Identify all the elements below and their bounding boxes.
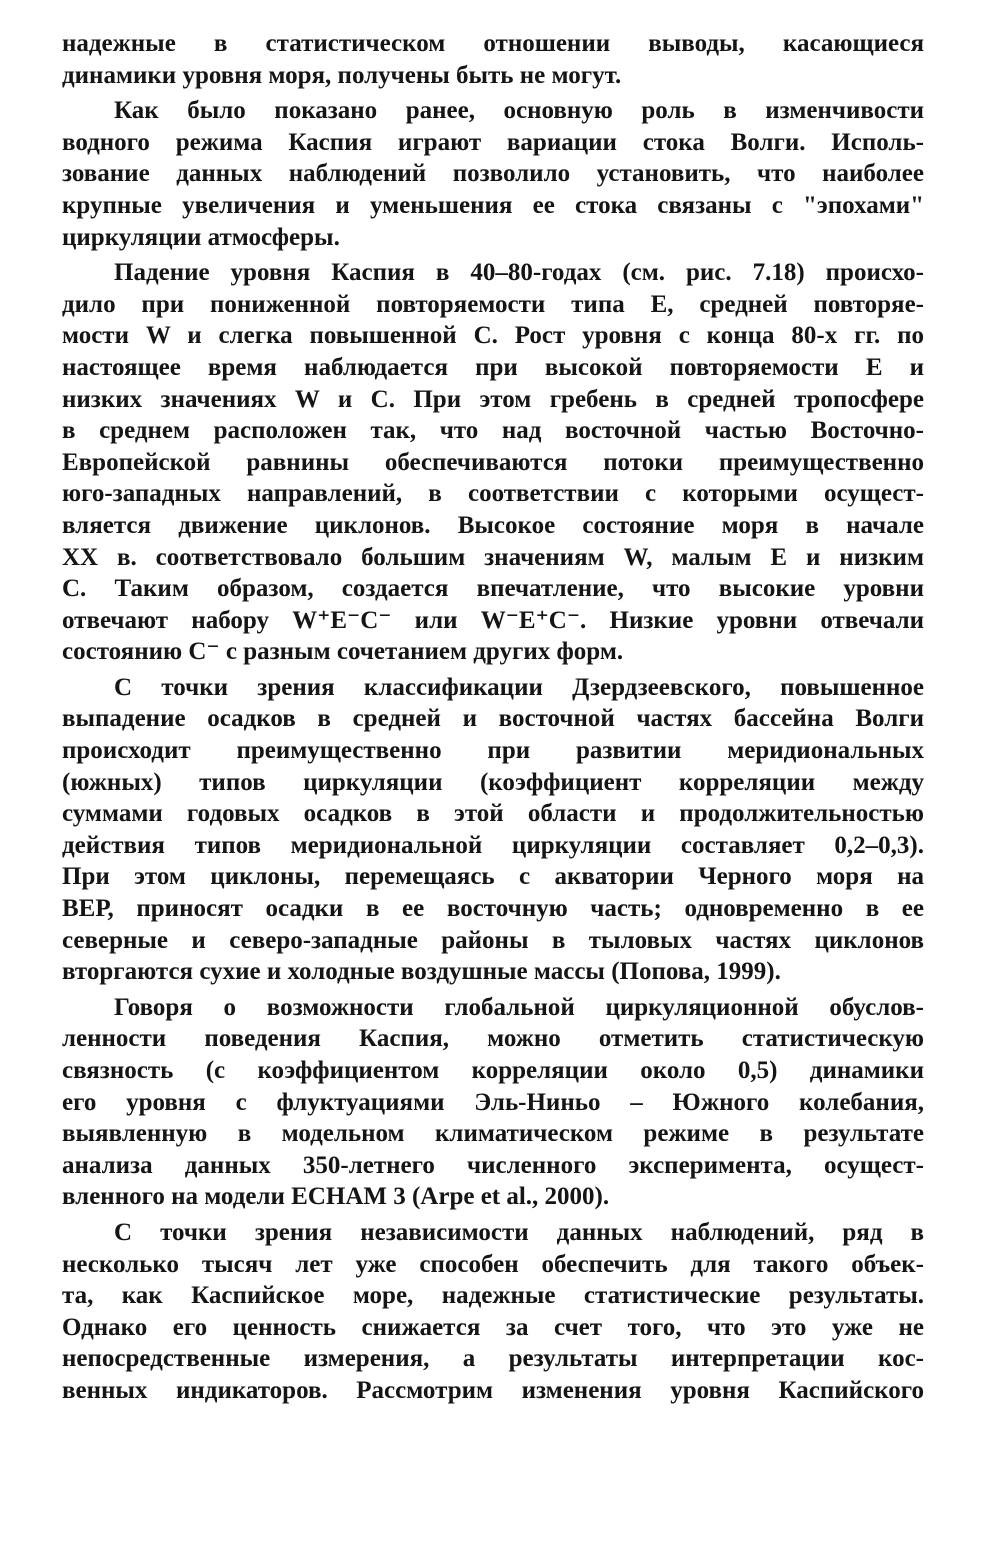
- text-line: Европейской равнины обеспечиваются потоки преимущественно: [62, 448, 924, 476]
- text-line: выпадение осадков в средней и восточной частях бассейна Волги: [62, 705, 924, 733]
- paragraph-6: [62, 1217, 924, 1407]
- text-line: динамики уровня моря, получены быть не могут.: [62, 61, 622, 89]
- text-line: низких значениях W и C. При этом гребень в средней тропосфере: [62, 385, 924, 413]
- text-line: С точки зрения независимости данных наблюдений, ряд в: [114, 1218, 924, 1246]
- text-line: отвечают набору W⁺E⁻C⁻ или W⁻E⁺C⁻. Низкие уровни отвечали: [62, 606, 924, 634]
- text-line: вляется движение циклонов. Высокое состояние моря в начале: [62, 511, 924, 539]
- text-line: циркуляции атмосферы.: [62, 223, 340, 251]
- text-line: действия типов меридиональной циркуляции составляет 0,2–0,3).: [62, 831, 924, 859]
- text-line: С точки зрения классификации Дзердзеевского, повышенное: [114, 673, 924, 701]
- text-line: Говоря о возможности глобальной циркуляционной обуслов-: [114, 993, 924, 1021]
- text-line: непосредственные измерения, а результаты интерпретации кос-: [62, 1345, 924, 1373]
- text-line: та, как Каспийское море, надежные статистические результаты.: [62, 1282, 924, 1310]
- text-line: XX в. соответствовало большим значениям W, малым E и низким: [62, 543, 924, 571]
- paragraph-5: [62, 992, 924, 1213]
- text-line: настоящее время наблюдается при высокой повторяемости E и: [62, 353, 924, 381]
- text-line: дило при пониженной повторяемости типа E, средней повторяе-: [62, 290, 924, 318]
- text-line: состоянию C⁻ с разным сочетанием других форм.: [62, 638, 624, 666]
- text-line: в среднем расположен так, что над восточной частью Восточно-: [62, 417, 924, 445]
- text-line: юго-западных направлений, в соответствии с которыми осущест-: [62, 480, 924, 508]
- text-line: (южных) типов циркуляции (коэффициент корреляции между: [62, 768, 924, 796]
- text-line: ВЕР, приносят осадки в ее восточную часть; одновременно в ее: [62, 895, 924, 923]
- text-line: выявленную в модельном климатическом режиме в результате: [62, 1120, 924, 1148]
- text-line: анализа данных 350-летнего численного эксперимента, осущест-: [62, 1151, 924, 1179]
- text-line: При этом циклоны, перемещаясь с акватории Черного моря на: [62, 863, 924, 891]
- text-line: Как было показано ранее, основную роль в изменчивости: [114, 97, 924, 125]
- paragraph-4: [62, 672, 924, 988]
- text-line: венных индикаторов. Рассмотрим изменения уровня Каспийского: [62, 1376, 924, 1404]
- text-line: Падение уровня Каспия в 40–80-годах (см. рис. 7.18) происхо-: [114, 259, 924, 287]
- text-line: надежные в статистическом отношении выводы, касающиеся: [62, 30, 924, 57]
- text-line: суммами годовых осадков в этой области и продолжительностью: [62, 800, 924, 828]
- text-line: ленности поведения Каспия, можно отметить статистическую: [62, 1025, 924, 1053]
- paragraph-3: [62, 257, 924, 668]
- text-line: вленного на модели ECHAM 3 (Arpe et al., 2000).: [62, 1183, 610, 1211]
- text-line: несколько тысяч лет уже способен обеспечить для такого объек-: [62, 1250, 924, 1278]
- text-line: северные и северо-западные районы в тыловых частях циклонов: [62, 926, 924, 954]
- text-line: вторгаются сухие и холодные воздушные массы (Попова, 1999).: [62, 958, 781, 986]
- text-line: происходит преимущественно при развитии меридиональных: [62, 737, 924, 765]
- text-line: зование данных наблюдений позволило установить, что наиболее: [62, 160, 924, 188]
- paragraph-1: [62, 28, 924, 91]
- text-line: мости W и слегка повышенной C. Рост уровня с конца 80-х гг. по: [62, 322, 924, 350]
- paragraph-2: [62, 95, 924, 253]
- text-line: связность (с коэффициентом корреляции около 0,5) динамики: [62, 1057, 924, 1084]
- text-line: крупные увеличения и уменьшения ее стока связаны с "эпохами": [62, 191, 924, 219]
- text-line: Однако его ценность снижается за счет того, что это уже не: [62, 1313, 924, 1341]
- text-line: водного режима Каспия играют вариации стока Волги. Исполь-: [62, 128, 924, 156]
- document-page: [62, 28, 924, 1407]
- text-line: C. Таким образом, создается впечатление, что высокие уровни: [62, 575, 924, 603]
- text-line: его уровня с флуктуациями Эль-Ниньо – Южного колебания,: [62, 1088, 924, 1116]
